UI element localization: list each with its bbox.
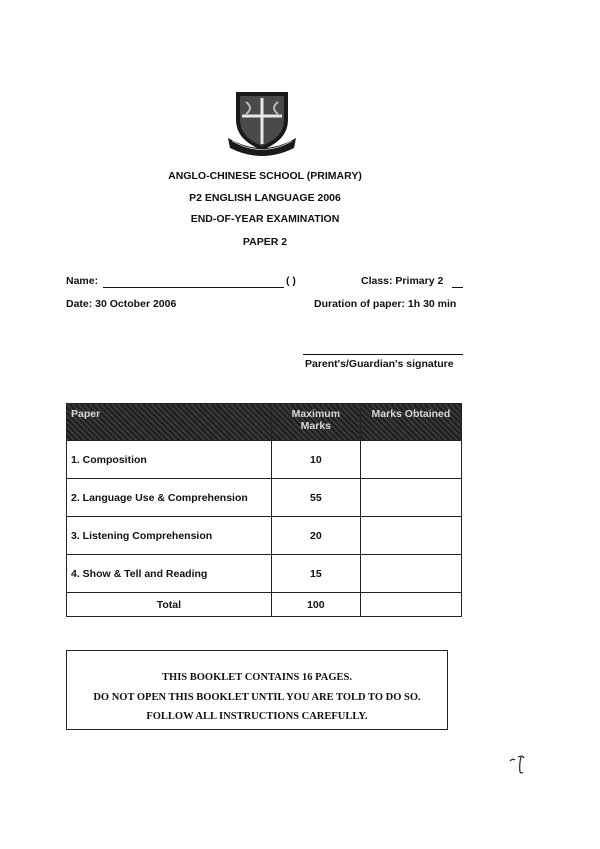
max-marks: 15 [271, 555, 360, 593]
total-obtained-cell[interactable] [360, 593, 461, 617]
exam-date: Date: 30 October 2006 [66, 298, 177, 310]
paper-name: 1. Composition [67, 441, 272, 479]
instructions-box [66, 650, 448, 730]
paper-number: PAPER 2 [242, 236, 288, 248]
table-row [67, 555, 462, 593]
max-marks: 20 [271, 517, 360, 555]
total-max-marks: 100 [271, 593, 360, 617]
register-number-bracket: ( ) [286, 275, 296, 287]
paper-duration: Duration of paper: 1h 30 min [314, 298, 457, 310]
paper-name: 4. Show & Tell and Reading [67, 555, 272, 593]
total-row [67, 593, 462, 617]
page-count-notice: THIS BOOKLET CONTAINS 16 PAGES. [162, 672, 352, 683]
exam-title: END-OF-YEAR EXAMINATION [190, 213, 340, 225]
exam-subject: P2 ENGLISH LANGUAGE 2006 [189, 192, 341, 204]
table-header-row [67, 404, 462, 441]
do-not-open-notice: DO NOT OPEN THIS BOOKLET UNTIL YOU ARE TOLD TO DO SO. [93, 691, 421, 703]
handwritten-mark [508, 753, 528, 775]
follow-instructions-notice: FOLLOW ALL INSTRUCTIONS CAREFULLY. [146, 711, 368, 722]
table-row [67, 479, 462, 517]
max-marks: 10 [271, 441, 360, 479]
table-row [67, 517, 462, 555]
max-marks: 55 [271, 479, 360, 517]
school-name: ANGLO-CHINESE SCHOOL (PRIMARY) [168, 170, 362, 182]
marks-table [66, 403, 462, 617]
name-field[interactable] [103, 287, 284, 288]
paper-name: 2. Language Use & Comprehension [67, 479, 272, 517]
header-paper: Paper [67, 404, 272, 441]
paper-name: 3. Listening Comprehension [67, 517, 272, 555]
marks-obtained-cell[interactable] [360, 441, 461, 479]
total-label: Total [67, 593, 272, 617]
marks-obtained-cell[interactable] [360, 555, 461, 593]
signature-field[interactable] [303, 354, 463, 355]
header-maximum-marks: Maximum Marks [271, 404, 360, 441]
school-crest-logo [226, 86, 298, 162]
signature-label: Parent's/Guardian's signature [305, 358, 454, 370]
class-field[interactable] [452, 287, 463, 288]
marks-obtained-cell[interactable] [360, 517, 461, 555]
class-label: Class: Primary 2 [361, 275, 444, 287]
name-label: Name: [66, 275, 99, 287]
table-row [67, 441, 462, 479]
marks-obtained-cell[interactable] [360, 479, 461, 517]
header-marks-obtained: Marks Obtained [360, 404, 461, 441]
